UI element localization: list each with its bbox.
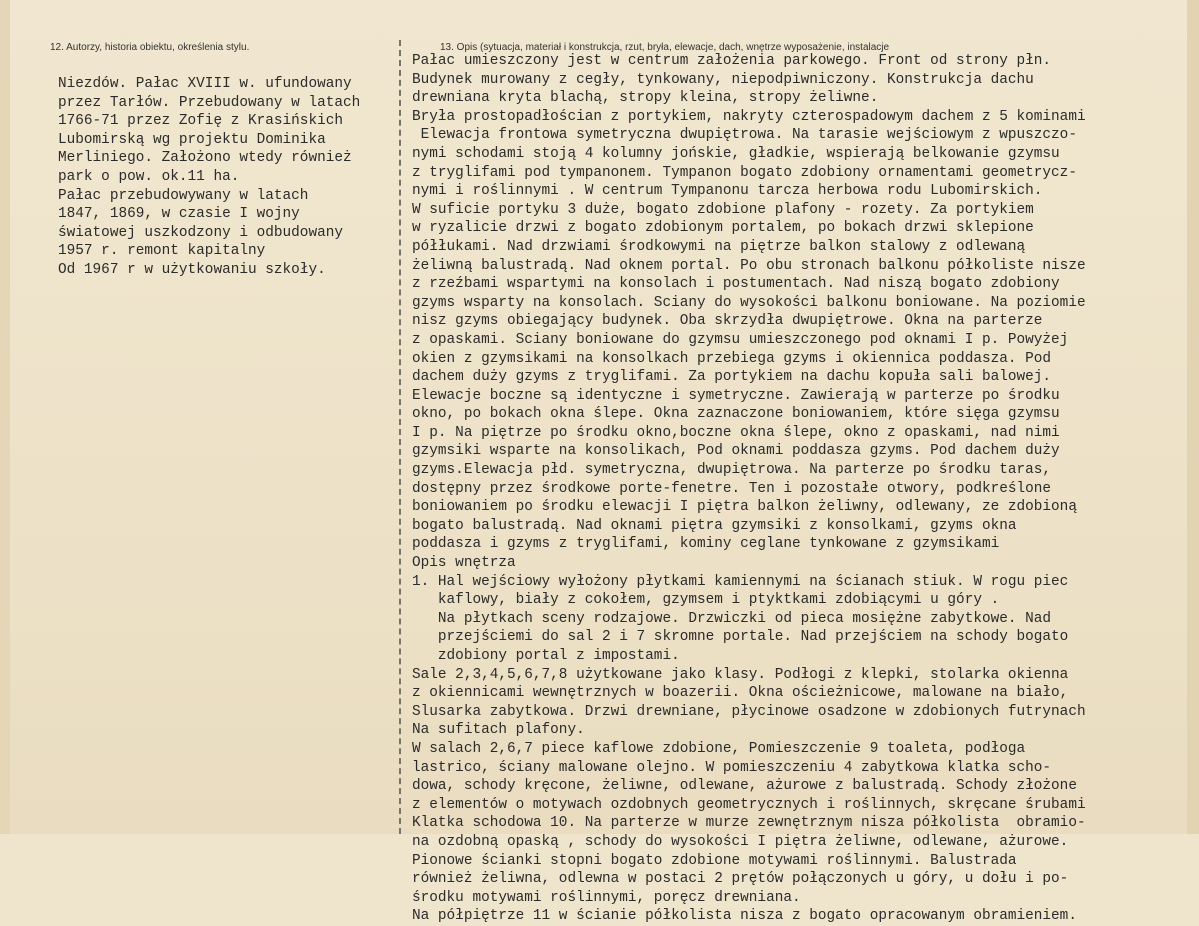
- text-line: w ryzalicie drzwi z bogato zdobionym portalem, po bokach drzwi sklepione: [412, 220, 1034, 237]
- text-line: Bryła prostopadłościan z portykiem, nakryty czterospadowym dachem z 5 kominami: [412, 108, 1086, 125]
- section-13-header: 13. Opis (sytuacja, materiał i konstrukcja, rzut, bryła, elewacje, dach, wnętrze wyposażenie, instalacje: [440, 42, 890, 53]
- text-line: Lubomirską wg projektu Dominika: [58, 131, 326, 148]
- text-line: Budynek murowany z cegły, tynkowany, niepodpiwniczony. Konstrukcja dachu: [412, 71, 1034, 88]
- text-line: 1847, 1869, w czasie I wojny: [58, 206, 300, 223]
- text-line: nymi schodami stoją 4 kolumny jońskie, gładkie, wspierają belkowanie gzymsu: [412, 145, 1060, 162]
- text-line: Na półpiętrze 11 w ścianie półkolista nisza z bogato opracowanym obramieniem.: [412, 908, 1077, 925]
- text-line: Niezdów. Pałac XVIII w. ufundowany: [58, 76, 352, 92]
- text-line: Klatka schodowa 10. Na parterze w murze zewnętrznym nisza półkolista obramio-: [412, 815, 1086, 832]
- text-line: środku motywami roślinnymi, poręcz drewniana.: [412, 889, 801, 906]
- description-text-column: [412, 52, 1086, 926]
- text-line: Elewacje boczne są identyczne i symetryczne. Zawierają w parterze po środku: [412, 387, 1060, 404]
- section-12-header: 12. Autorzy, historia obiektu, określenia stylu.: [50, 42, 250, 53]
- text-line: Elewacja frontowa symetryczna dwupiętrowa. Na tarasie wejściowym z wpuszczo-: [412, 127, 1077, 144]
- text-line: Opis wnętrza: [412, 555, 516, 572]
- text-line: W suficie portyku 3 duże, bogato zdobione plafony - rozety. Za portykiem: [412, 201, 1034, 218]
- paper-edge-left: [0, 0, 10, 834]
- history-text-column: [58, 75, 360, 280]
- text-line: Pałac przebudowywany w latach: [58, 187, 309, 204]
- text-line: boniowaniem po środku elewacji I piętra balkon żeliwny, odlewany, ze zdobioną: [412, 499, 1077, 516]
- text-line: Od 1967 r w użytkowaniu szkoły.: [58, 261, 326, 278]
- text-line: półłukami. Nad drzwiami środkowymi na piętrze balkon stalowy z odlewaną: [412, 238, 1026, 255]
- text-line: Na sufitach plafony.: [412, 722, 585, 739]
- text-line: lastrico, ściany malowane olejno. W pomieszczeniu 4 zabytkowa klatka scho-: [412, 759, 1052, 776]
- text-line: z rzeźbami wspartymi na konsolach i postumentach. Nad niszą bogato zdobiony: [412, 276, 1060, 293]
- text-line: 1. Hal wejściowy wyłożony płytkami kamiennymi na ścianach stiuk. W rogu piec: [412, 573, 1069, 590]
- text-line: przejściemi do sal 2 i 7 skromne portale. Nad przejściem na schody bogato: [412, 629, 1069, 646]
- text-line: dachem duży gzyms z tryglifami. Za portykiem na dachu kopuła sali balowej.: [412, 369, 1052, 386]
- text-line: drewniana kryta blachą, stropy kleina, stropy żeliwne.: [412, 90, 879, 107]
- text-line: 1766-71 przez Zofię z Krasińskich: [58, 113, 343, 130]
- text-line: Na płytkach sceny rodzajowe. Drzwiczki od pieca mosiężne zabytkowe. Nad: [412, 610, 1052, 627]
- text-line: park o pow. ok.11 ha.: [58, 168, 240, 185]
- text-line: na ozdobną opaską , schody do wysokości I piętra żeliwne, odlewane, ażurowe.: [412, 833, 1069, 850]
- text-line: zdobiony portal z impostami.: [412, 648, 680, 664]
- paper-edge-right: [1187, 0, 1199, 834]
- text-line: z opaskami. Sciany boniowane do gzymsu umieszczonego pod oknami I p. Powyżej: [412, 331, 1069, 348]
- text-line: przez Tarłów. Przebudowany w latach: [58, 94, 361, 111]
- text-line: nymi i roślinnymi . W centrum Tympanonu tarcza herbowa rodu Lubomirskich.: [412, 183, 1043, 200]
- text-line: I p. Na piętrze po środku okno,boczne okna ślepe, okno z opaskami, nad nimi: [412, 424, 1060, 441]
- text-line: gzyms wsparty na konsolach. Sciany do wysokości balkonu boniowane. Na poziomie: [412, 294, 1086, 311]
- text-line: światowej uszkodzony i odbudowany: [58, 224, 343, 241]
- text-line: W salach 2,6,7 piece kaflowe zdobione, Pomieszczenie 9 toaleta, podłoga: [412, 740, 1026, 757]
- text-line: okien z gzymsikami na konsolkach przebiega gzyms i okiennica poddasza. Pod: [412, 350, 1052, 367]
- text-line: Pałac umieszczony jest w centrum założenia parkowego. Front od strony płn.: [412, 53, 1052, 69]
- text-line: dowa, schody kręcone, żeliwne, odlewane, ażurowe z balustradą. Schody złożone: [412, 778, 1077, 795]
- text-line: z elementów o motywach ozdobnych geometrycznych i roślinnych, skręcane śrubami: [412, 796, 1086, 813]
- text-line: okno, po bokach okna ślepe. Okna zaznaczone boniowaniem, które sięga gzymsu: [412, 406, 1060, 423]
- text-line: również żeliwna, odlewna w postaci 2 prętów połączonych u góry, u dołu i po-: [412, 871, 1069, 888]
- text-line: gzyms.Elewacja płd. symetryczna, dwupiętrowa. Na parterze po środku taras,: [412, 462, 1052, 479]
- text-line: Merliniego. Założono wtedy również: [58, 150, 352, 167]
- text-line: poddasza i gzyms z tryglifami, kominy ceglane tynkowane z gzymsikami: [412, 536, 1000, 553]
- text-line: Pionowe ścianki stopni bogato zdobione motywami roślinnymi. Balustrada: [412, 852, 1017, 869]
- text-line: gzymsiki wsparte na konsolikach, Pod oknami poddasza gzyms. Pod dachem duży: [412, 443, 1060, 460]
- text-line: dostępny przez środkowe porte-fenetre. Ten i pozostałe otwory, podkreślone: [412, 480, 1052, 497]
- text-line: z okiennicami wewnętrznych w boazerii. Okna ościeżnicowe, malowane na biało,: [412, 685, 1069, 702]
- text-line: bogato balustradą. Nad oknami piętra gzymsiki z konsolkami, gzyms okna: [412, 517, 1017, 534]
- text-line: 1957 r. remont kapitalny: [58, 243, 266, 260]
- text-line: żeliwną balustradą. Nad oknem portal. Po obu stronach balkonu półkoliste nisze: [412, 257, 1086, 274]
- text-line: z tryglifami pod tympanonem. Tympanon bogato zdobiony ornamentami geometrycz-: [412, 164, 1077, 181]
- text-line: Sale 2,3,4,5,6,7,8 użytkowane jako klasy. Podłogi z klepki, stolarka okienna: [412, 666, 1069, 683]
- column-divider: [399, 40, 401, 834]
- text-line: nisz gzyms obiegający budynek. Oba skrzydła dwupiętrowe. Okna na parterze: [412, 313, 1043, 330]
- text-line: Slusarka zabytkowa. Drzwi drewniane, płycinowe osadzone w zdobionych futrynach: [412, 703, 1086, 720]
- text-line: kaflowy, biały z cokołem, gzymsem i ptyktkami zdobiącymi u góry .: [412, 592, 1000, 609]
